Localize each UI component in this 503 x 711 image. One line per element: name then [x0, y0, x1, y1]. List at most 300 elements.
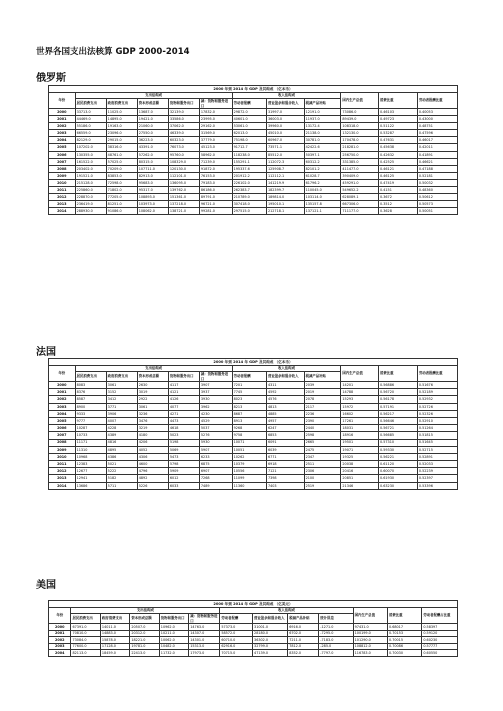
value-cell: 62916.0 — [220, 643, 253, 650]
year-cell: 2012 — [49, 194, 76, 201]
value-cell: 0.40053 — [417, 109, 457, 116]
doc-title: 世界各国支出法核算 GDP 2000-2014 — [36, 47, 190, 57]
header-cell: 减：货物和服务进口 — [199, 99, 232, 109]
value-cell: 4885 — [266, 410, 304, 417]
value-cell: 67391.0 — [71, 624, 100, 631]
header-cell: 劳动者报酬 — [232, 99, 266, 109]
value-cell: 10287 — [75, 425, 106, 432]
value-cell: 11360 — [232, 482, 266, 489]
value-cell: 0.59120 — [422, 630, 458, 637]
value-cell: 73571.1 — [266, 144, 304, 151]
section-title-usa: 美国 — [36, 580, 56, 591]
value-cell: 4180 — [137, 432, 168, 439]
value-cell: 17128.0 — [100, 643, 129, 650]
value-cell: 17261 — [341, 417, 379, 424]
value-cell: 0.46621 — [417, 158, 457, 165]
value-cell: 2019 — [304, 389, 341, 396]
value-cell: 40601.0 — [232, 116, 266, 123]
value-cell: 112112.1 — [266, 172, 304, 179]
value-cell: -285.0 — [319, 643, 353, 650]
value-cell: 0.52397 — [417, 475, 457, 482]
value-cell: 0.47188 — [417, 165, 457, 172]
value-cell: 0.50032 — [417, 179, 457, 186]
value-cell: 4473 — [168, 417, 199, 424]
value-cell: 0.61120 — [379, 461, 418, 468]
value-cell: 12191.0 — [304, 109, 341, 116]
value-cell: 4600 — [137, 461, 168, 468]
value-cell: 2440 — [304, 425, 341, 432]
value-cell: 3771 — [106, 403, 137, 410]
value-cell: 37779.0 — [199, 137, 232, 144]
value-cell: 6916.0 — [288, 624, 319, 631]
value-cell: 18916 — [341, 432, 379, 439]
value-cell: 14011.0 — [100, 624, 129, 631]
value-cell: 29162.0 — [199, 123, 232, 130]
value-cell: 32799.0 — [253, 643, 288, 650]
value-cell: 5198 — [168, 439, 199, 446]
header-cell: 居民消费支出 — [75, 99, 106, 109]
value-cell: 139762.0 — [168, 187, 199, 194]
header-cell: 货物和服务出口 — [168, 372, 199, 382]
value-cell: 80315.0 — [137, 158, 168, 165]
value-cell: 5222 — [106, 468, 137, 475]
value-cell: 6012 — [168, 475, 199, 482]
table-row — [49, 165, 458, 172]
value-cell: 6033 — [168, 482, 199, 489]
value-cell: 14201 — [341, 382, 379, 389]
table-row — [49, 439, 458, 446]
year-cell: 2005 — [49, 417, 76, 424]
value-cell: 5473 — [168, 453, 199, 460]
value-cell: 2922 — [137, 396, 168, 403]
value-cell: 138721.0 — [168, 208, 199, 215]
value-cell: 3962 — [199, 403, 232, 410]
value-cell: 19421.0 — [137, 116, 168, 123]
header-cell: 营业盈余和混合收入 — [253, 614, 288, 624]
value-cell: 0.70015 — [387, 637, 421, 644]
value-cell: 667306.0 — [341, 201, 379, 208]
value-cell: 76153.0 — [199, 172, 232, 179]
value-cell: 0.56685 — [379, 432, 418, 439]
year-cell: 2014 — [49, 482, 76, 489]
value-cell: 4592 — [266, 389, 304, 396]
value-cell: 10062.0 — [159, 637, 188, 644]
value-cell: 86186.0 — [199, 187, 232, 194]
year-cell: 2011 — [49, 187, 76, 194]
value-cell: 108812.0 — [353, 643, 387, 650]
value-cell: 0.56721 — [379, 425, 418, 432]
year-cell: 2013 — [49, 201, 76, 208]
value-cell: 60312.2 — [304, 158, 341, 165]
value-cell: 459291.0 — [341, 179, 379, 186]
value-cell: 8687 — [232, 410, 266, 417]
table-row — [49, 201, 458, 208]
table-row — [49, 151, 458, 158]
year-cell: 2013 — [49, 475, 76, 482]
value-cell: -7797.0 — [319, 650, 353, 657]
value-cell: 82113.0 — [71, 650, 100, 657]
value-cell: 103973.0 — [137, 201, 168, 208]
value-cell: 10968 — [75, 453, 106, 460]
value-cell: 0.52033 — [417, 461, 457, 468]
table-row — [49, 144, 458, 151]
value-cell: 120130.0 — [168, 165, 199, 172]
value-cell: 6853 — [266, 432, 304, 439]
year-cell: 2012 — [49, 468, 76, 475]
value-cell: 77205.0 — [106, 194, 137, 201]
value-cell: 16602 — [341, 410, 379, 417]
table-row — [49, 137, 458, 144]
value-cell: 11025.0 — [106, 109, 137, 116]
value-cell: 58962.0 — [199, 151, 232, 158]
value-cell: 4895 — [106, 446, 137, 453]
value-cell: 103114.0 — [304, 194, 341, 201]
value-cell: 8913 — [232, 417, 266, 424]
value-cell: 2306 — [304, 468, 341, 475]
value-cell: 549652.2 — [341, 187, 379, 194]
value-cell: 0.46125 — [379, 172, 418, 179]
value-cell: 91086.0 — [106, 208, 137, 215]
year-cell: 2000 — [49, 382, 76, 389]
value-cell: 7268 — [199, 475, 232, 482]
value-cell: 4206 — [137, 439, 168, 446]
value-cell: 107711.0 — [137, 165, 168, 172]
table-row — [49, 389, 458, 396]
value-cell: 189814.0 — [266, 194, 304, 201]
value-cell: 8352.0 — [288, 650, 319, 657]
value-cell: 228870.0 — [75, 194, 106, 201]
value-cell: 2100 — [304, 475, 341, 482]
value-cell: 4230 — [199, 410, 232, 417]
value-cell: 7812.0 — [288, 643, 319, 650]
value-cell: 57373.0 — [220, 624, 253, 631]
value-cell: 0.3628 — [379, 208, 418, 215]
year-cell: 2008 — [49, 165, 76, 172]
table-row — [49, 630, 458, 637]
value-cell: 0.47596 — [417, 130, 457, 137]
group-income: 收入法构成 — [232, 93, 341, 99]
header-cell: 减：货物和服务进口 — [199, 372, 232, 382]
value-cell: 0.48360 — [417, 187, 457, 194]
value-cell: 0.45638 — [379, 144, 418, 151]
header-cell: 统计误差 — [319, 614, 353, 624]
table-row — [49, 187, 458, 194]
value-cell: 39960.0 — [266, 123, 304, 130]
year-cell: 2011 — [49, 461, 76, 468]
group-income: 收入法构成 — [220, 608, 353, 614]
value-cell: 135157.8 — [304, 201, 341, 208]
value-cell: 0.52932 — [417, 396, 457, 403]
value-cell: 5909 — [168, 468, 199, 475]
year-cell: 2001 — [49, 116, 76, 123]
value-cell: 108062.0 — [137, 208, 168, 215]
value-cell: 0.56720 — [379, 389, 418, 396]
value-cell: 7121 — [266, 468, 304, 475]
header-cell: 资本形成总额 — [137, 99, 168, 109]
value-cell: 5907 — [199, 446, 232, 453]
value-cell: 2511 — [304, 461, 341, 468]
value-cell: 0.3512 — [379, 201, 418, 208]
value-cell: 0.46017 — [417, 137, 457, 144]
value-cell: 9758 — [232, 432, 266, 439]
value-cell: 9333 — [75, 410, 106, 417]
value-cell: 10071 — [232, 439, 266, 446]
table-caption: 2000 年到 2014 年 GDP 及其构成 （亿美元） — [49, 601, 458, 608]
value-cell: 13687.0 — [137, 109, 168, 116]
header-cell: 劳动者报酬 — [232, 372, 266, 382]
year-cell: 2004 — [49, 137, 76, 144]
value-cell: 2236 — [304, 410, 341, 417]
year-cell: 2000 — [49, 109, 76, 116]
year-cell: 2008 — [49, 439, 76, 446]
value-cell: 82101.2 — [304, 165, 341, 172]
value-cell: 11171 — [75, 439, 106, 446]
value-cell: 14788 — [341, 389, 379, 396]
value-cell: 0.57777 — [422, 643, 458, 650]
value-cell: 17832.0 — [199, 109, 232, 116]
value-cell: 0.47631 — [379, 137, 418, 144]
value-cell: 70715.0 — [220, 650, 253, 657]
value-cell: 32139.0 — [168, 109, 199, 116]
section-title-russia: 俄罗斯 — [36, 73, 66, 84]
value-cell: 95683.0 — [137, 179, 168, 186]
year-cell: 2007 — [49, 158, 76, 165]
value-cell: 236419.0 — [75, 201, 106, 208]
value-cell: 60710.0 — [220, 637, 253, 644]
value-cell: 8213 — [232, 403, 266, 410]
value-cell: 10262 — [232, 453, 266, 460]
value-cell: 0.56217 — [379, 410, 418, 417]
table-row — [49, 403, 458, 410]
value-cell: 0.42011 — [417, 144, 457, 151]
value-cell: 19071 — [341, 446, 379, 453]
value-cell: 0.52239 — [417, 468, 457, 475]
value-cell: 0.60230 — [422, 637, 458, 644]
table-row — [49, 446, 458, 453]
group-expenditure: 支出法构成 — [75, 366, 232, 372]
year-cell: 2003 — [49, 403, 76, 410]
header-cell: 资本形成总额 — [137, 372, 168, 382]
year-cell: 2014 — [49, 208, 76, 215]
value-cell: 11099 — [232, 475, 266, 482]
table-russia — [48, 85, 458, 215]
header-cell: 营业盈余和混合收入 — [266, 99, 304, 109]
header-year: 年份 — [49, 366, 76, 382]
table-row — [49, 172, 458, 179]
value-cell: 6233 — [199, 453, 232, 460]
year-cell: 2002 — [49, 637, 71, 644]
value-cell: 5182 — [106, 475, 137, 482]
value-cell: 50397.1 — [304, 151, 341, 158]
value-cell: 0.51264 — [417, 425, 457, 432]
value-cell: 3219 — [137, 425, 168, 432]
value-cell: 61796.2 — [304, 179, 341, 186]
header-cell: 资本形成总额 — [130, 614, 159, 624]
value-cell: 22413.0 — [130, 650, 159, 657]
value-cell: 2519 — [304, 482, 341, 489]
value-cell: 14883.0 — [100, 630, 129, 637]
value-cell: 0.70086 — [387, 643, 421, 650]
value-cell: -7183.0 — [319, 637, 353, 644]
value-cell: 8587 — [75, 396, 106, 403]
value-cell: 0.56646 — [379, 417, 418, 424]
header-cell: 营业盈余和混合收入 — [266, 372, 304, 382]
value-cell: 3061 — [137, 403, 168, 410]
value-cell: 20851 — [341, 475, 379, 482]
value-cell: 57262.0 — [137, 151, 168, 158]
value-cell: 4077 — [168, 403, 199, 410]
value-cell: 4228 — [106, 425, 137, 432]
value-cell: 6907 — [199, 468, 232, 475]
table-row — [49, 475, 458, 482]
value-cell: 0.49723 — [379, 116, 418, 123]
value-cell: 9777 — [75, 417, 106, 424]
value-cell: 36223.0 — [137, 137, 168, 144]
value-cell: 13686 — [75, 482, 106, 489]
table-row — [49, 194, 458, 201]
value-cell: 9268 — [232, 425, 266, 432]
value-cell: 8900 — [75, 403, 106, 410]
header-cell: 国内生产总值 — [341, 366, 379, 382]
value-cell: 0.47419 — [379, 179, 418, 186]
value-cell: 6702.0 — [288, 630, 319, 637]
value-cell: 62013.0 — [232, 130, 266, 137]
value-cell: 7201 — [232, 382, 266, 389]
value-cell: 151361.0 — [168, 194, 199, 201]
value-cell: 27550.0 — [137, 130, 168, 137]
value-cell: 0.70030 — [387, 650, 421, 657]
table-row — [49, 453, 458, 460]
value-cell: 15293 — [341, 396, 379, 403]
value-cell: 182399.7 — [266, 187, 304, 194]
value-cell: 0.53287 — [379, 130, 418, 137]
header-cell: 货物和服务出口 — [159, 614, 188, 624]
value-cell: 31569.0 — [199, 130, 232, 137]
value-cell: 3412 — [106, 396, 137, 403]
value-cell: 331385.0 — [341, 158, 379, 165]
year-cell: 2010 — [49, 179, 76, 186]
value-cell: 18031 — [341, 425, 379, 432]
value-cell: 4386 — [106, 453, 137, 460]
value-cell: 0.50612 — [417, 194, 457, 201]
year-cell: 2010 — [49, 453, 76, 460]
value-cell: 390409.0 — [341, 172, 379, 179]
value-cell: 226102.0 — [232, 179, 266, 186]
year-cell: 2007 — [49, 432, 76, 439]
value-cell: 0.60550 — [422, 650, 458, 657]
table-row — [49, 425, 458, 432]
value-cell: 125908.7 — [266, 165, 304, 172]
value-cell: 0.42525 — [379, 158, 418, 165]
value-cell: 60323.0 — [168, 137, 199, 144]
value-cell: 307418.0 — [232, 201, 266, 208]
value-cell: 12941 — [75, 475, 106, 482]
value-cell: 70209.0 — [106, 165, 137, 172]
value-cell: 11937.0 — [304, 116, 341, 123]
value-cell: 203402.0 — [75, 165, 106, 172]
value-cell: 0.60070 — [379, 468, 418, 475]
value-cell: 21060.0 — [137, 123, 168, 130]
value-cell: 3937 — [199, 389, 232, 396]
value-cell: 0.51676 — [417, 382, 457, 389]
value-cell: 0.57191 — [379, 403, 418, 410]
table-row — [49, 468, 458, 475]
value-cell: 31997.0 — [266, 109, 304, 116]
value-cell: 71802.0 — [106, 187, 137, 194]
table-france — [48, 358, 458, 490]
value-cell: 0.52726 — [417, 403, 457, 410]
value-cell: 45123.0 — [199, 144, 232, 151]
value-cell: 97431.0 — [353, 624, 387, 631]
value-cell: 5226 — [137, 482, 168, 489]
table-row — [49, 130, 458, 137]
value-cell: 23995.0 — [199, 116, 232, 123]
value-cell: 29015.0 — [106, 137, 137, 144]
header-cell: 货物和服务出口 — [168, 99, 199, 109]
table-row — [49, 461, 458, 468]
value-cell: 137218.0 — [168, 201, 199, 208]
value-cell: 53061.0 — [232, 123, 266, 130]
value-cell: 91872.0 — [199, 165, 232, 172]
value-cell: 95317.0 — [137, 187, 168, 194]
header-cell: 劳动者报酬比重 — [417, 93, 457, 109]
value-cell: 411477.0 — [341, 165, 379, 172]
value-cell: 5930 — [199, 439, 232, 446]
value-cell: 0.56221 — [379, 453, 418, 460]
value-cell: 0.41891 — [417, 151, 457, 158]
value-cell: 2665 — [304, 439, 341, 446]
value-cell: 10733 — [75, 432, 106, 439]
value-cell: 70810.0 — [71, 630, 100, 637]
value-cell: 3061 — [106, 382, 137, 389]
value-cell: 0.56178 — [379, 396, 418, 403]
value-cell: 8023 — [232, 396, 266, 403]
value-cell: 0.58397 — [422, 624, 458, 631]
value-cell: 4816 — [106, 439, 137, 446]
value-cell: 4892 — [137, 475, 168, 482]
table-row — [49, 179, 458, 186]
header-cell: 居民消费支出 — [75, 372, 106, 382]
value-cell: 155291.1 — [232, 158, 266, 165]
year-cell: 2002 — [49, 123, 76, 130]
value-cell: 60967.0 — [266, 137, 304, 144]
value-cell: 5711 — [106, 482, 137, 489]
year-cell: 2001 — [49, 389, 76, 396]
header-cell: 税减产品补贴 — [304, 372, 341, 382]
value-cell: 71239.0 — [199, 158, 232, 165]
value-cell: 6039 — [266, 446, 304, 453]
value-cell: 108318.0 — [341, 123, 379, 130]
value-cell: 0.52910 — [417, 417, 457, 424]
value-cell: 6771 — [266, 453, 304, 460]
value-cell: 7745 — [232, 389, 266, 396]
value-cell: 48761.0 — [106, 151, 137, 158]
value-cell: 132130.0 — [341, 130, 379, 137]
value-cell: 18459.0 — [100, 650, 129, 657]
value-cell: 15313.0 — [189, 643, 220, 650]
table-caption: 2000 年到 2014 年 GDP 及其构成 （亿本币） — [49, 86, 458, 93]
value-cell: 44469.0 — [75, 116, 106, 123]
value-cell: 10051 — [232, 446, 266, 453]
value-cell: 12677 — [75, 468, 106, 475]
header-cell: 居民消费支出 — [71, 614, 100, 624]
header-cell: 消费比重 — [379, 366, 418, 382]
value-cell: -1271.0 — [319, 624, 353, 631]
group-expenditure: 支出法构成 — [75, 93, 232, 99]
table-row — [49, 396, 458, 403]
value-cell: 11310 — [75, 446, 106, 453]
value-cell: 195010.1 — [266, 201, 304, 208]
